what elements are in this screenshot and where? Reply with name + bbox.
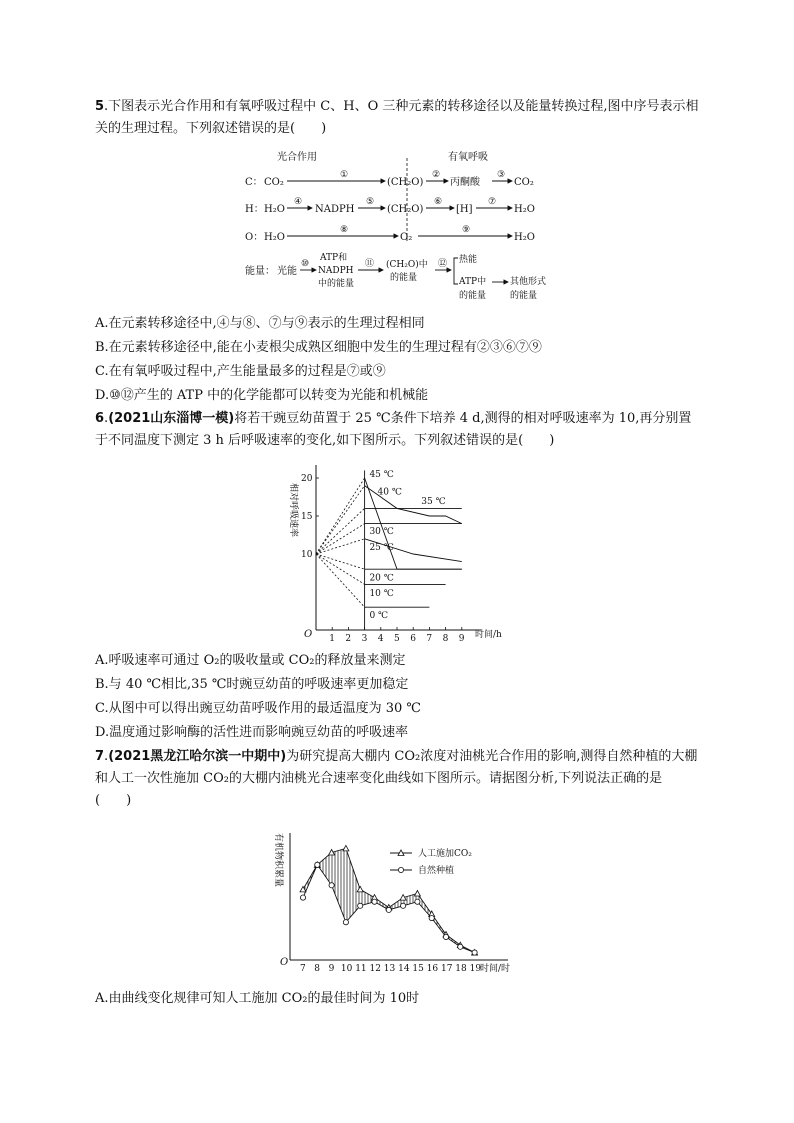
series-label: 40 ℃	[377, 487, 402, 498]
c-pyr: 丙酮酸	[450, 177, 480, 188]
organic-matter-chart	[268, 825, 528, 980]
e-ch2: 的能量	[390, 273, 418, 283]
x-tick-label: 1	[329, 634, 335, 644]
h-h: [H]	[456, 204, 473, 215]
q6-option-c: C.从图中可以得出豌豆幼苗呼吸作用的最适温度为 30 ℃	[95, 701, 421, 716]
q7-stem-text: 为研究提高大棚内 CO₂浓度对油桃光合作用的影响,测得自然种植的大棚和人工一次性施加 CO₂的大棚内油桃光合速率变化曲线如下图所示。请据图分析,下列说法正确的是 ( )	[95, 749, 728, 808]
c-end: CO₂	[514, 177, 534, 188]
q5-option-d: D.⑩⑫产生的 ATP 中的化学能都可以转变为光能和机械能	[95, 388, 429, 403]
circle-marker	[300, 895, 305, 900]
x-tick-label: 16	[426, 964, 439, 974]
q6-option-d: D.温度通过影响酶的活性进而影响豌豆幼苗的呼吸速率	[95, 725, 409, 740]
x-tick-label: 4	[377, 634, 384, 644]
x-tick-label: 3	[361, 634, 368, 644]
circle-marker	[401, 903, 406, 908]
x-tick-label: 8	[314, 964, 321, 974]
e-light: 光能	[277, 266, 297, 277]
x-tick-label: 15	[412, 964, 424, 974]
x-tick-label: 5	[394, 634, 400, 644]
h-nadph: NADPH	[315, 204, 355, 215]
y-tick-label: 15	[301, 512, 313, 522]
n11: ⑪	[365, 259, 375, 269]
n10: ⑩	[301, 259, 310, 269]
circle-marker	[329, 883, 334, 888]
series-label: 30 ℃	[369, 527, 394, 538]
e-atp3: 中的能量	[318, 279, 355, 289]
q5-stem-text: .下图表示光合作用和有氧呼吸过程中 C、H、O 三种元素的转移途径以及能量转换过程,图中序号表示相关的生理过程。下列叙述错误的是( )	[95, 99, 699, 136]
c-start: CO₂	[264, 177, 284, 188]
e-atp2: NADPH	[318, 266, 354, 276]
x-tick-label: 8	[442, 634, 449, 644]
q6-stem: 6.(2021山东淄博一模)将若干豌豆幼苗置于 25 ℃条件下培养 4 d,测得的相对呼吸速率为 10,再分别置于不同温度下测定 3 h 后呼吸速率的变化,如下图所示。下列叙述错误的是( )	[95, 411, 692, 448]
q6-option-b: B.与 40 ℃相比,35 ℃时豌豆幼苗的呼吸速率更加稳定	[95, 677, 409, 692]
x-tick-label: 9	[458, 634, 465, 644]
n7: ⑦	[488, 197, 497, 207]
chart1-ylabel: 相对呼吸速率	[288, 483, 298, 538]
h-mid: (CH₂O)	[387, 204, 424, 215]
q5-option-b: B.在元素转移途径中,能在小麦根尖成熟区细胞中发生的生理过程有②③⑥⑦⑨	[95, 340, 542, 355]
q6-number: 6	[95, 411, 105, 426]
x-tick-label: 10	[340, 964, 353, 974]
n9: ⑨	[462, 225, 471, 235]
series-label: 0 ℃	[369, 610, 389, 621]
q5-option-a: A.在元素转移途径中,④与⑧、⑦与⑨表示的生理过程相同	[95, 316, 425, 331]
circle-marker	[386, 907, 391, 912]
x-tick-label: 17	[441, 964, 453, 974]
n6: ⑥	[434, 197, 443, 207]
series-dashed-segment	[316, 554, 365, 584]
series-label: 45 ℃	[369, 470, 394, 481]
q5-number: 5	[95, 99, 105, 114]
chart2-origin: O	[280, 957, 289, 968]
triangle-marker	[343, 845, 349, 851]
n5: ⑤	[366, 197, 375, 207]
y-tick-label: 10	[301, 550, 313, 560]
e-other1: 其他形式	[510, 277, 547, 287]
x-tick-label: 13	[383, 964, 396, 974]
series-dashed-segment	[316, 486, 365, 554]
h-label: H：	[245, 204, 264, 215]
x-tick-label: 14	[398, 964, 410, 974]
q5-diagram	[240, 150, 560, 305]
o-mid: O₂	[400, 232, 413, 243]
circle-marker	[458, 944, 463, 949]
n12: ⑫	[438, 259, 448, 269]
x-tick-label: 12	[369, 964, 381, 974]
o-start: H₂O	[264, 232, 285, 243]
series-dashed-segment	[316, 554, 365, 569]
x-tick-label: 6	[410, 634, 416, 644]
series-label: 35 ℃	[421, 496, 446, 507]
x-tick-label: 7	[426, 634, 433, 644]
q7-source: (2021黑龙江哈尔滨一中期中)	[108, 749, 287, 764]
x-tick-label: 2	[345, 634, 352, 644]
e-other2: 的能量	[510, 291, 538, 301]
circle-marker	[315, 862, 320, 867]
o-end: H₂O	[514, 232, 535, 243]
q7-stem: 7.(2021黑龙江哈尔滨一中期中)为研究提高大棚内 CO₂浓度对油桃光合作用的影响,测得自然种植的大棚和人工一次性施加 CO₂的大棚内油桃光合速率变化曲线如下图所示。请据图分析,下列说法正确的是 ( )	[95, 749, 728, 808]
o-label: O：	[245, 232, 264, 243]
circle-marker	[472, 950, 477, 955]
n1: ①	[340, 170, 349, 180]
x-tick-label: 18	[455, 964, 467, 974]
series-dashed-segment	[316, 508, 365, 554]
e-atpb2: 的能量	[459, 291, 487, 301]
series-dashed-segment	[316, 478, 365, 554]
circle-marker	[343, 920, 348, 925]
circle-marker	[415, 899, 420, 904]
respiration-chart	[282, 465, 522, 645]
h-start: H₂O	[264, 204, 285, 215]
circle-marker	[358, 903, 363, 908]
chart1-xlabel: 时间/h	[475, 630, 502, 640]
chart2-ylabel: 有机物积累量	[273, 833, 283, 888]
h-end: H₂O	[514, 204, 535, 215]
series-label: 20 ℃	[369, 573, 394, 584]
legend-label: 人工施加CO₂	[418, 849, 472, 859]
legend-label: 自然种植	[418, 866, 455, 876]
q6-option-a: A.呼吸速率可通过 O₂的吸收量或 CO₂的释放量来测定	[95, 653, 406, 668]
x-tick-label: 19	[469, 964, 482, 974]
e-heat: 热能	[459, 255, 478, 265]
n8: ⑧	[340, 225, 349, 235]
n3: ③	[497, 170, 506, 180]
series-label: 25 ℃	[369, 543, 394, 554]
n2: ②	[432, 170, 441, 180]
q5-stem	[95, 96, 700, 140]
q5-option-c: C.在有氧呼吸过程中,产生能量最多的过程是⑦或⑨	[95, 364, 386, 379]
c-mid: (CH₂O)	[387, 177, 424, 188]
q6-stem-text: 将若干豌豆幼苗置于 25 ℃条件下培养 4 d,测得的相对呼吸速率为 10,再分别置于不同温度下测定 3 h 后呼吸速率的变化,如下图所示。下列叙述错误的是( )	[95, 411, 692, 448]
circle-marker	[372, 899, 377, 904]
q7-number: 7	[95, 749, 105, 764]
series-dashed-segment	[316, 539, 365, 554]
triangle-marker	[414, 891, 420, 897]
e-atp1: ATP和	[320, 253, 348, 263]
series-dashed-segment	[316, 524, 365, 554]
chart2-xlabel: 时间/时	[480, 964, 511, 974]
circle-marker	[429, 916, 434, 921]
circle-marker	[443, 934, 448, 939]
series-label: 10 ℃	[369, 588, 394, 599]
q7-option-a: A.由曲线变化规律可知人工施加 CO₂的最佳时间为 10时	[95, 991, 420, 1006]
resp-label: 有氧呼吸	[448, 152, 488, 163]
e-ch1: (CH₂O)中	[386, 260, 428, 270]
y-tick-label: 20	[301, 474, 313, 484]
e-label: 能量：	[245, 266, 275, 277]
photo-label: 光合作用	[277, 152, 317, 163]
x-tick-label: 7	[300, 964, 306, 974]
legend-circle-icon	[398, 867, 403, 872]
x-tick-label: 9	[328, 964, 335, 974]
chart1-origin: O	[304, 629, 313, 640]
q6-source: (2021山东淄博一模)	[108, 411, 235, 426]
c-label: C：	[245, 177, 263, 188]
e-atpb1: ATP中	[459, 277, 487, 287]
n4: ④	[294, 197, 303, 207]
x-tick-label: 11	[355, 964, 367, 974]
